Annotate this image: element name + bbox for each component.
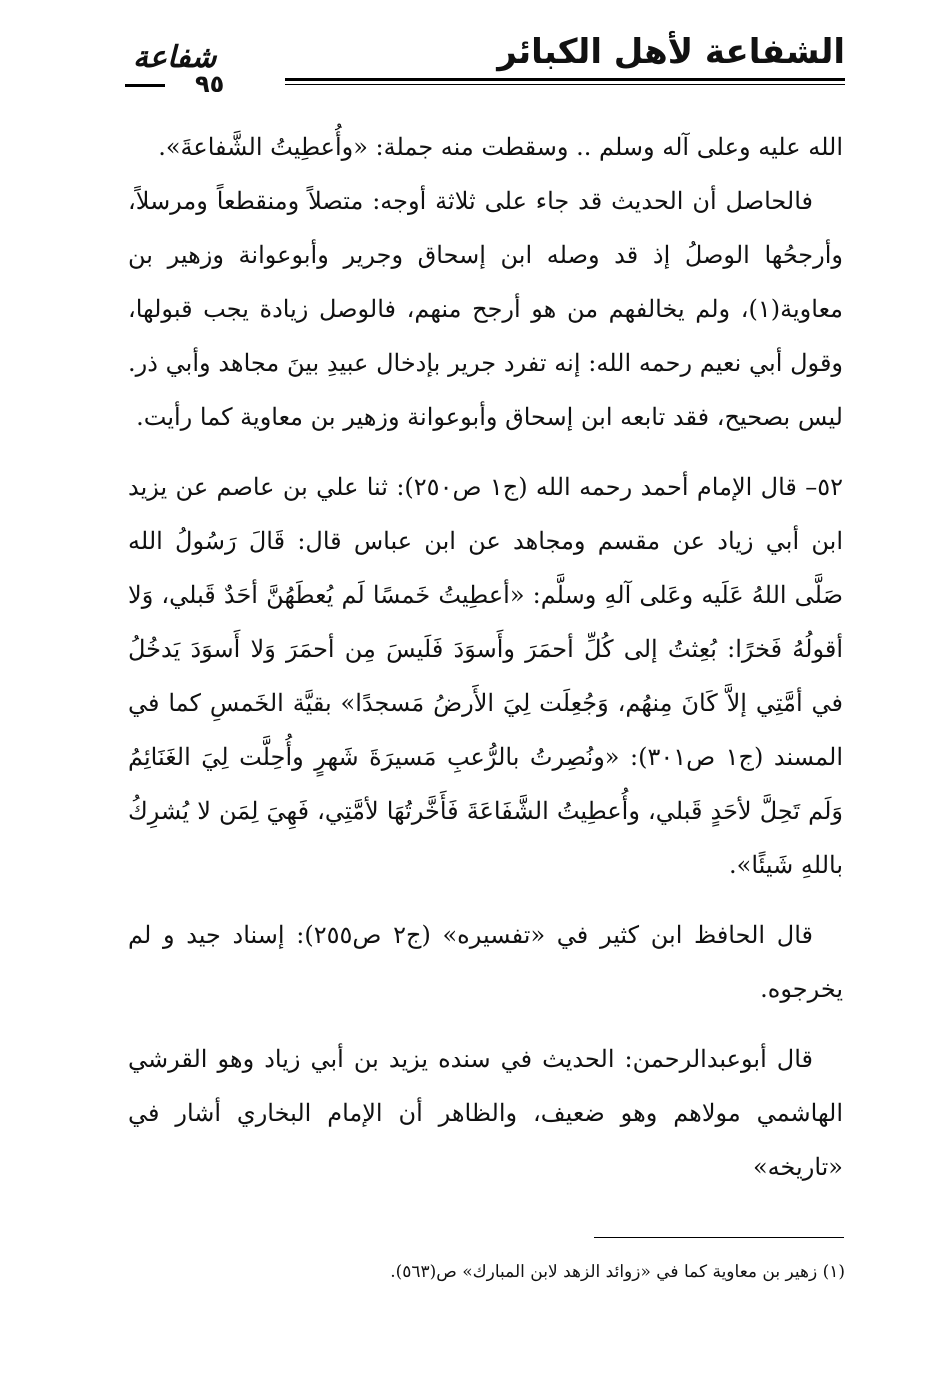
paragraph-continuation: الله عليه وعلى آله وسلم .. وسقطت منه جملة: «وأُعطِيتُ الشَّفاعةَ». [158,133,843,161]
ibn-kathir-paragraph: قال الحافظ ابن كثير في «تفسيره» (ج٢ ص٢٥٥): إسناد جيد و لم يخرجوه. [128,921,843,1003]
page-header [125,28,845,108]
hadith-52-paragraph: ٥٢– قال الإمام أحمد رحمه الله (ج١ ص٢٥٠): ثنا علي بن عاصم عن يزيد ابن أبي زياد عن مقسم ومجاهد عن ابن عباس قال: قَالَ رَسُولُ الله صَلَّى اللهُ عَلَيه وعَلى آلهِ وسلَّم: «أعطِيتُ خَمسًا لَم يُعطَهُنَّ أحَدٌ قَبلي، وَلا أقولُهُ فَخرًا: بُعِثتُ إلى كُلِّ أحمَرَ وأَسوَدَ فَلَيسَ مِن أحمَرَ وَلا أَسوَدَ يَدخُلُ في أمَّتِي إلاَّ كَانَ مِنهُم، وَجُعِلَت لِيَ الأَرضُ مَسجدًا» بقيَّة الخَمسِ كما في المسند (ج١ ص٣٠١): «ونُصِرتُ بالرُّعبِ مَسيرَةَ شَهرٍ وأُحِلَّت لِيَ الغَنَائِمُ وَلَم تَحِلَّ لأحَدٍ قَبلي، وأُعطِيتُ الشَّفَاعَةَ فَأَخَّرتُهَا لأمَّتِي، فَهِيَ لِمَن لا يُشرِكُ باللهِ شَيئًا». [128,473,843,879]
header-rule-short [125,84,165,87]
header-logo: شفاعة [133,40,217,75]
page-body [128,120,843,1194]
footnote: (١) زهير بن معاوية كما في «زوائد الزهد لابن المبارك» ص(٥٦٣). [390,1262,845,1282]
running-title: الشفاعة لأهل الكبائر [497,32,845,72]
page-number: ٩٥ [195,70,225,98]
footnote-separator [594,1237,844,1238]
paragraph-spacer [128,892,843,908]
header-rule [285,78,845,85]
paragraph-spacer [128,1016,843,1032]
author-comment-paragraph: قال أبوعبدالرحمن: الحديث في سنده يزيد بن أبي زياد وهو القرشي الهاشمي مولاهم وهو ضعيف، والظاهر أن الإمام البخاري أشار في «تاريخه» [128,1045,843,1181]
paragraph-spacer [128,444,843,460]
paragraph-conclusion: فالحاصل أن الحديث قد جاء على ثلاثة أوجه: متصلاً ومنقطعاً ومرسلاً، وأرجحُها الوصلُ إذ قد وصله ابن إسحاق وجرير وأبوعوانة وزهير بن معاوية(١)، ولم يخالفهم من هو أرجح منهم، فالوصل زيادة يجب قبولها، وقول أبي نعيم رحمه الله: إنه تفرد جرير بإدخال عبيدِ بينَ مجاهد وأبي ذر. ليس بصحيح، فقد تابعه ابن إسحاق وأبوعوانة وزهير بن معاوية كما رأيت. [128,187,843,431]
